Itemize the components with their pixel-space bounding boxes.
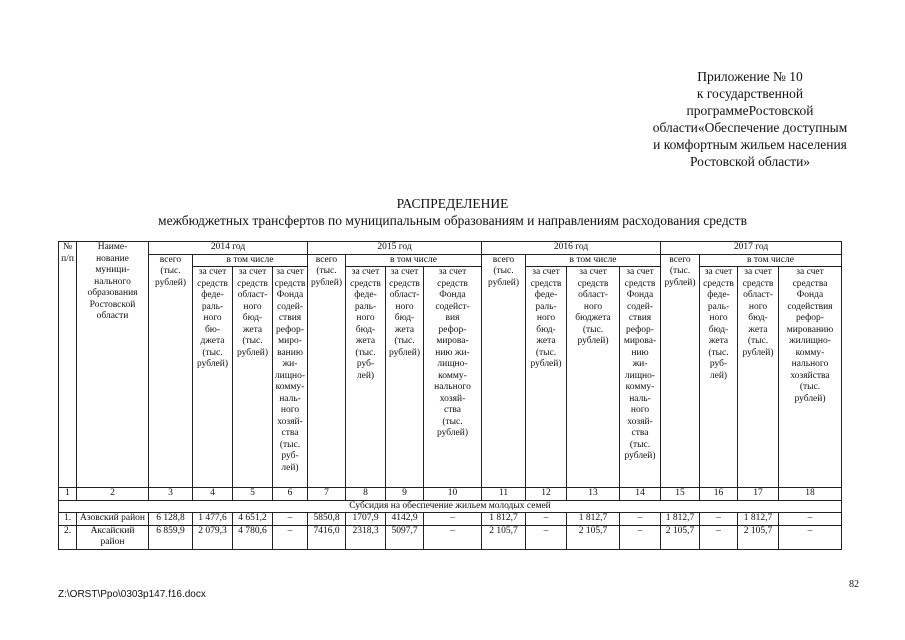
header-sub-line: средств (577, 278, 609, 289)
title-heading: РАСПРЕДЕЛЕНИЕ (396, 196, 509, 211)
value-cell: 1 477,6 (193, 513, 233, 526)
header-sub-line: за счет (198, 267, 227, 277)
header-sub-line: средств (350, 278, 381, 289)
header-sub-line: хозяйства (790, 370, 830, 381)
header-sub (424, 267, 482, 488)
header-sub-line: средств (389, 278, 420, 289)
value-cell: 5097,7 (386, 525, 424, 549)
header-sub-line: руб- (356, 359, 375, 369)
header-sub-line: средств (437, 278, 468, 289)
header-sub-line: (тыс. (442, 416, 463, 427)
header-sub-line: рублей) (742, 347, 774, 358)
value-cell: 7416,0 (308, 525, 346, 549)
header-sub-line: комму- (438, 370, 467, 381)
header-sub-line: за счет (796, 267, 824, 277)
header-sub-line: жета (748, 324, 768, 335)
header-sub-line: рублей) (530, 359, 562, 369)
header-sub-line: (тыс. (708, 347, 729, 358)
header-total-2016: всего (тыс. рублей) (482, 254, 526, 488)
header-sub (738, 267, 779, 488)
header-sub-line: ствия (628, 313, 652, 323)
header-sub-line: лищно- (624, 370, 656, 381)
header-sub (700, 267, 738, 488)
value-cell: 6 128,8 (149, 513, 193, 526)
value-cell: 2 105,7 (661, 525, 700, 549)
value-cell: 2 079,3 (193, 525, 233, 549)
header-sub-line: феде- (354, 290, 377, 300)
value-cell: 5850,8 (308, 513, 346, 526)
value-cell: – (779, 513, 842, 526)
value-cell: 1 812,7 (661, 513, 700, 526)
value-cell: – (273, 525, 308, 549)
header-sub-line: ного (395, 301, 414, 312)
header-sub-line: жи- (632, 359, 648, 369)
header-sub-line: миро- (278, 336, 302, 346)
col-number: 1 (59, 488, 77, 501)
header-sub-line: ного (356, 313, 375, 323)
header-sub-line: ства (631, 428, 649, 438)
header-sub-line: за счет (351, 267, 380, 277)
header-sub-line: рефор- (438, 324, 467, 335)
header-sub-line: ного (709, 313, 728, 323)
header-sub-line: мированию (786, 324, 834, 335)
header-sub-line: лей) (709, 370, 728, 381)
value-cell: 1 812,7 (567, 513, 620, 526)
appendix-block (600, 68, 900, 170)
value-cell: 4 651,2 (233, 513, 273, 526)
col-number: 4 (193, 488, 233, 501)
header-total-2014: всего (тыс. рублей) (149, 254, 193, 488)
value-cell: – (620, 513, 661, 526)
header-sub-line: бюджета (575, 313, 611, 323)
header-sub-line: жета (242, 324, 263, 335)
header-sub-line: мирова- (623, 336, 657, 346)
header-sub-line: (тыс. (629, 439, 651, 450)
header-sub-line: рублей) (196, 359, 229, 369)
col-number: 14 (620, 488, 661, 501)
col-number: 12 (526, 488, 567, 501)
header-sub-line: за счет (532, 267, 560, 277)
header-sub (193, 267, 233, 488)
header-sub-line: вия (445, 313, 460, 323)
header-sub-line: рефор- (796, 313, 824, 323)
value-cell: – (424, 525, 482, 549)
header-sub-line: бюд- (355, 324, 376, 335)
header-sub-line: феде- (201, 290, 224, 300)
header-sub-line: за счет (704, 267, 733, 277)
transfers-table (58, 241, 842, 550)
header-sub-line: руб- (709, 359, 728, 369)
value-cell: – (779, 525, 842, 549)
header-sub-line: рефор- (626, 324, 654, 335)
col-number: 13 (567, 488, 620, 501)
header-sub-line: бюд- (242, 313, 263, 323)
appendix-line: программеРостовской (686, 103, 814, 118)
header-sub-line: средств (197, 278, 228, 289)
value-cell: – (526, 513, 567, 526)
municipality-name: Азовский район (77, 513, 149, 526)
header-sub-line: (тыс. (747, 336, 769, 346)
header-sub-line: бюд- (748, 313, 768, 323)
header-sub-line: за счет (744, 267, 772, 277)
header-sub-line: (тыс. (582, 324, 604, 335)
header-sub-line: рублей) (794, 393, 826, 404)
header-sub-line: бю- (204, 324, 221, 335)
value-cell: 1707,9 (346, 513, 386, 526)
col-number: 10 (424, 488, 482, 501)
col-number: 11 (482, 488, 526, 501)
header-year-2017: 2017 год (661, 242, 842, 255)
header-sub-line: област- (389, 290, 420, 300)
col-number: 7 (308, 488, 346, 501)
header-sub-line: лей) (281, 462, 299, 473)
header-sub-line: Фонда (276, 290, 304, 300)
header-sub-line: рублей) (388, 347, 421, 358)
data-rows (59, 513, 842, 550)
header-sub-line: жилищно- (789, 336, 831, 346)
header-sub-line: джета (200, 336, 225, 346)
value-cell: 2318,3 (346, 525, 386, 549)
header-incl-2014: в том числе (193, 254, 308, 267)
header-sub (526, 267, 567, 488)
value-cell: – (424, 513, 482, 526)
header-sub-line: (тыс. (279, 439, 301, 450)
header-sub-line: ствия (278, 313, 302, 323)
header-sub-line: за счет (626, 267, 654, 277)
header-sub-line: средств (703, 278, 734, 289)
appendix-line: к государственной (696, 86, 804, 101)
header-sub-line: бюд- (708, 324, 729, 335)
col-number: 16 (700, 488, 738, 501)
header-sub-line: хозяй- (277, 416, 303, 427)
header-sub (620, 267, 661, 488)
table-row (59, 513, 842, 526)
header-sub-line: ного (630, 405, 650, 415)
header-sub-line: за счет (438, 267, 467, 277)
header-municipality: Наиме- нование муници- нального образования Ростовской области (77, 242, 149, 488)
col-number: 17 (738, 488, 779, 501)
value-cell: 2 105,7 (738, 525, 779, 549)
municipality-name: Аксайский район (77, 525, 149, 549)
header-sub-line: област- (237, 290, 268, 300)
header-sub-line: (тыс. (355, 347, 376, 358)
value-cell: – (526, 525, 567, 549)
col-number: 2 (77, 488, 149, 501)
header-sub-line: наль- (279, 393, 301, 404)
page-number: 82 (849, 579, 859, 590)
header-sub-line: ного (243, 301, 262, 312)
header-sub-line: (тыс. (202, 347, 223, 358)
header-sub-line: Фонда (439, 290, 466, 300)
header-sub-line: руб- (281, 451, 299, 461)
header-sub-line: ного (583, 301, 603, 312)
header-sub-line: бюд- (536, 324, 556, 335)
header-sub-line: рублей) (577, 336, 609, 346)
column-numbers-row (59, 488, 842, 501)
header-sub-line: област- (743, 290, 773, 300)
value-cell: – (273, 513, 308, 526)
header-sub-line: рублей) (436, 428, 469, 438)
header-year-2014: 2014 год (149, 242, 308, 255)
header-sub-line: жета (355, 336, 376, 346)
header-sub-line: (тыс. (394, 336, 415, 346)
header-sub-line: жета (536, 336, 556, 346)
value-cell: 1 812,7 (482, 513, 526, 526)
col-number: 18 (779, 488, 842, 501)
header-sub-line: нию (631, 347, 649, 358)
col-number: 3 (149, 488, 193, 501)
value-cell: 4 780,6 (233, 525, 273, 549)
header-sub-line: наль- (629, 393, 651, 404)
header-sub-line: ного (203, 313, 222, 323)
header-sub-line: ного (280, 405, 300, 415)
value-cell: – (700, 525, 738, 549)
value-cell: – (620, 525, 661, 549)
header-sub-line: ства (281, 428, 299, 438)
header-sub-line: ного (536, 313, 556, 323)
header-sub-line: содей- (627, 301, 653, 312)
header-sub-line: феде- (707, 290, 730, 300)
header-sub (386, 267, 424, 488)
header-sub-line: рублей) (624, 451, 656, 461)
header-sub-line: хозяй- (439, 393, 466, 404)
header-sub-line: средств (274, 278, 306, 289)
title-subheading: межбюджетных трансфертов по муниципальным образованиям и направлениям расходования средств (158, 213, 747, 228)
header-sub-line: Фонда (626, 290, 654, 300)
header-sub-line: за счет (579, 267, 607, 277)
header-sub-line: лей) (356, 370, 375, 381)
header-sub-line: комму- (275, 382, 305, 392)
header-row-incl (59, 254, 842, 267)
header-sub-line: комму- (795, 347, 825, 358)
header-sub-line: мирова- (436, 336, 469, 346)
col-number: 15 (661, 488, 700, 501)
header-sub-line: (тыс. (799, 382, 821, 392)
header-sub (233, 267, 273, 488)
header-sub-line: за счет (276, 267, 304, 277)
value-cell: 1 812,7 (738, 513, 779, 526)
value-cell: 2 105,7 (482, 525, 526, 549)
header-sub-line: ства (444, 405, 461, 415)
header-sub-line: Фонда (796, 290, 824, 300)
header-sub-line: раль- (201, 301, 224, 312)
table-row (59, 525, 842, 549)
appendix-line: Ростовской области» (689, 154, 811, 169)
appendix-line: области«Обеспечение доступным (652, 120, 848, 135)
header-year-2016: 2016 год (482, 242, 661, 255)
header-sub-line: раль- (354, 301, 377, 312)
header-sub-line: жи- (282, 359, 298, 369)
header-sub-line: нального (434, 382, 471, 392)
header-sub-line: лищно- (437, 359, 468, 369)
header-sub-line: раль- (707, 301, 730, 312)
header-sub (273, 267, 308, 488)
value-cell: 2 105,7 (567, 525, 620, 549)
header-sub-line: раль- (535, 301, 557, 312)
row-number: 2. (59, 525, 77, 549)
header-sub-line: содействия (787, 301, 833, 312)
header-sub-line: хозяй- (627, 416, 653, 427)
header-incl-2016: в том числе (526, 254, 661, 267)
col-number: 9 (386, 488, 424, 501)
col-number: 5 (233, 488, 273, 501)
header-sub-line: (тыс. (242, 336, 263, 346)
header-sub-line: нального (791, 359, 829, 369)
header-row-years (59, 242, 842, 255)
header-sub (779, 267, 842, 488)
header-sub-line: комму- (625, 382, 655, 392)
header-sub-line: средств (742, 278, 774, 289)
header-sub-line: за счет (238, 267, 267, 277)
appendix-line: и комфортным жильем населения (653, 137, 847, 152)
header-sub-line: ванию (277, 347, 303, 358)
header-sub-line: средств (237, 278, 268, 289)
header-sub-line: рублей) (236, 347, 269, 358)
header-sub-line: средств (624, 278, 656, 289)
footer-file-path: Z:\ORST\Ppo\0303p147.f16.docx (58, 589, 206, 600)
header-sub-line: средства (792, 278, 828, 289)
header-sub-line: лищно- (274, 370, 306, 381)
header-total-2017: всего (тыс. рублей) (661, 254, 700, 488)
section-row (59, 500, 842, 513)
value-cell: 4142,9 (386, 513, 424, 526)
header-sub-line: ного (748, 301, 768, 312)
header-sub-line: за счет (390, 267, 419, 277)
header-sub-line: нию жи- (435, 347, 470, 358)
appendix-line: Приложение № 10 (697, 69, 803, 84)
header-incl-2015: в том числе (346, 254, 482, 267)
document-title (0, 195, 905, 229)
header-sub-line: феде- (534, 290, 558, 300)
value-cell: 6 859,9 (149, 525, 193, 549)
header-sub-line: жета (708, 336, 729, 346)
header-sub-line: (тыс. (535, 347, 557, 358)
header-no: № п/п (59, 242, 77, 488)
col-number: 6 (273, 488, 308, 501)
header-sub-line: област- (578, 290, 608, 300)
header-sub-line: рефор- (276, 324, 304, 335)
header-incl-2017: в том числе (700, 254, 842, 267)
header-year-2015: 2015 год (308, 242, 482, 255)
value-cell: – (700, 513, 738, 526)
header-sub (567, 267, 620, 488)
section-title: Субсидия на обеспечение жильем молодых семей (59, 500, 842, 513)
header-sub-line: содей- (277, 301, 303, 312)
header-sub-line: содейст- (435, 301, 470, 312)
header-sub-line: средств (530, 278, 562, 289)
header-sub (346, 267, 386, 488)
header-total-2015: всего (тыс. рублей) (308, 254, 346, 488)
header-sub-line: бюд- (394, 313, 415, 323)
col-number: 8 (346, 488, 386, 501)
row-number: 1. (59, 513, 77, 526)
header-sub-line: жета (394, 324, 415, 335)
